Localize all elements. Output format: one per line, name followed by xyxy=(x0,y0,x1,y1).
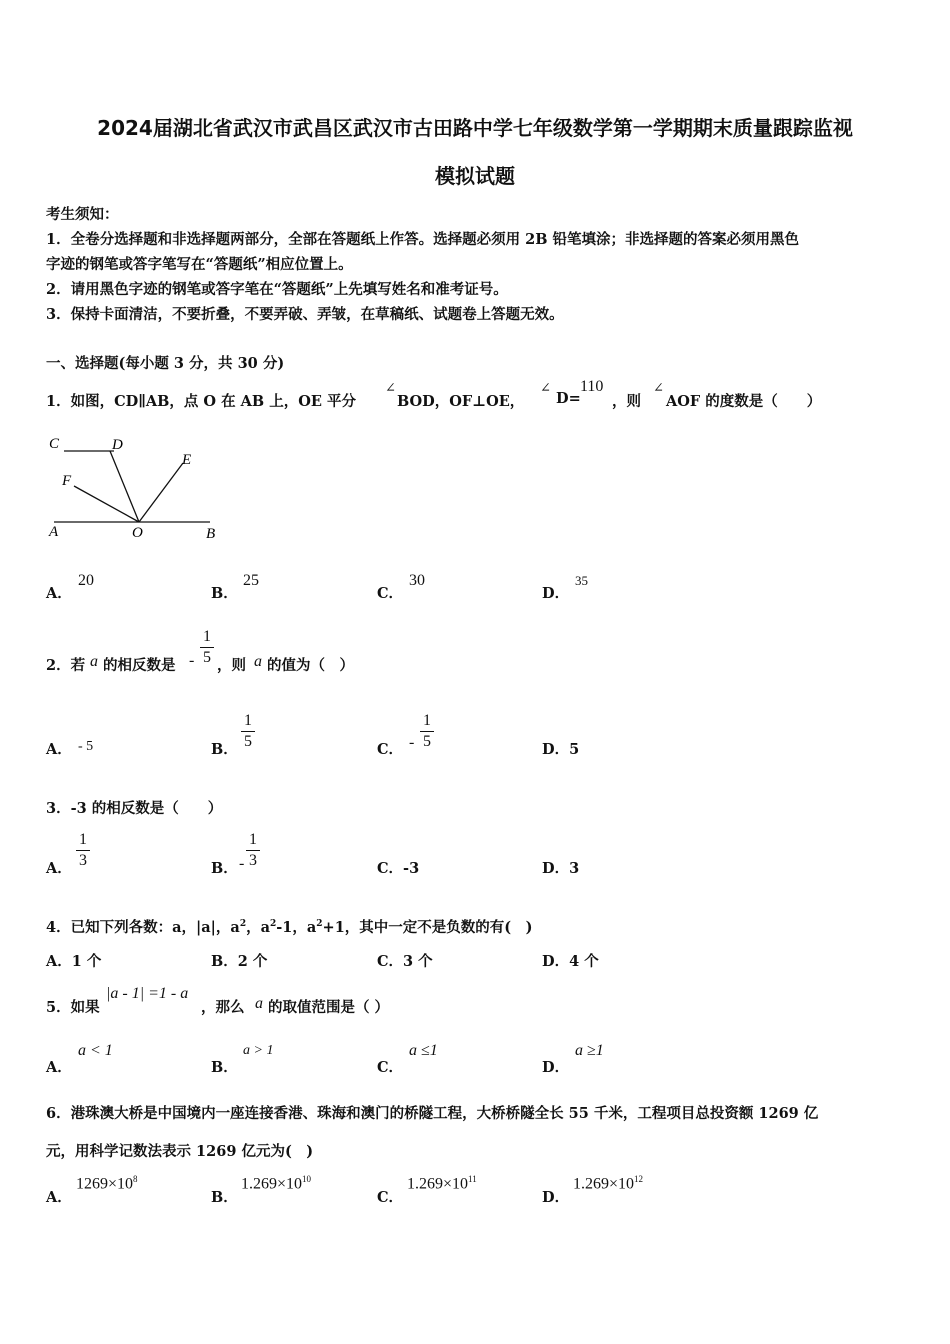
line-od xyxy=(110,451,139,522)
line-of xyxy=(74,486,139,522)
doc-title-line1: 2024届湖北省武汉市武昌区武汉市古田路中学七年级数学第一学期期末质量跟踪监视 xyxy=(97,116,853,140)
q2-text-b: 的相反数是 xyxy=(103,657,176,674)
q6-option-c-label[interactable]: C． xyxy=(377,1189,404,1206)
numerator: 1 xyxy=(423,712,431,729)
option-label: D． xyxy=(542,860,570,877)
q1-option-b-label[interactable]: B． xyxy=(211,585,238,602)
denominator: 5 xyxy=(244,733,252,750)
q1-option-d[interactable]: 35 xyxy=(575,573,588,588)
q3-option-b-neg[interactable]: - xyxy=(239,855,245,872)
q2-var-a: a xyxy=(90,653,98,670)
option-value: -3 xyxy=(403,860,420,877)
label-b: B xyxy=(206,526,216,542)
q5-option-d[interactable]: a ≥1 xyxy=(575,1042,604,1059)
angle-symbol: ∠ xyxy=(653,380,664,395)
q1-text-d: ，则 xyxy=(612,393,641,410)
notice-item-3: 3．保持卡面清洁，不要折叠，不要弄破、弄皱，在草稿纸、试题卷上答题无效。 xyxy=(46,306,564,323)
q3-option-d[interactable] xyxy=(542,857,579,878)
notice-item-2: 2．请用黑色字迹的钢笔或答字笔在“答题纸”上先填写姓名和准考证号。 xyxy=(46,281,508,298)
exponent: 11 xyxy=(468,1174,477,1184)
q1-angle-value: 110 xyxy=(580,378,604,395)
numerator: 1 xyxy=(249,831,257,848)
q2-text-c: ，则 xyxy=(217,657,246,674)
q3-option-b[interactable] xyxy=(246,831,260,870)
fraction-bar xyxy=(241,731,255,732)
q4-text-c: -1，a xyxy=(276,919,317,936)
q2-fraction xyxy=(200,628,214,667)
q3-option-b-label[interactable]: B． xyxy=(211,860,238,877)
q5-option-b[interactable]: a > 1 xyxy=(243,1043,274,1058)
q5-expression: |a - 1| =1 - a xyxy=(106,985,189,1002)
q4-text-b: ，a xyxy=(246,919,270,936)
q2-text-d: 的值为（ ） xyxy=(267,657,354,674)
q5-option-d-label[interactable]: D． xyxy=(542,1059,570,1076)
notice-item-1: 1．全卷分选择题和非选择题两部分，全部在答题纸上作答。选择题必须用 2B 铅笔填涂；非选择题的答案必须用黑色 xyxy=(46,231,800,248)
mantissa: 1.269×10 xyxy=(573,1175,635,1193)
numerator: 1 xyxy=(244,712,252,729)
q4-option-b[interactable]: B．2 个 xyxy=(211,953,268,970)
option-label: D． xyxy=(542,741,570,758)
label-a: A xyxy=(49,524,59,540)
q1-option-d-label[interactable]: D． xyxy=(542,585,570,602)
denominator: 3 xyxy=(79,852,87,869)
q6-option-b[interactable] xyxy=(241,1174,311,1193)
q3-text: 3．-3 的相反数是（ ） xyxy=(46,800,223,817)
q6-option-d-label[interactable]: D． xyxy=(542,1189,570,1206)
q2-denominator: 5 xyxy=(203,649,211,666)
q4-option-d[interactable]: D．4 个 xyxy=(542,953,599,970)
q2-option-c[interactable] xyxy=(420,712,434,751)
doc-title-line2: 模拟试题 xyxy=(435,164,515,188)
numerator: 1 xyxy=(79,831,87,848)
q1-text-a: 1．如图，CD∥AB，点 O 在 AB 上，OE 平分 xyxy=(46,393,356,410)
mantissa: 1.269×10 xyxy=(241,1175,303,1193)
q2-option-b[interactable] xyxy=(241,712,255,751)
q2-text-a: 2．若 xyxy=(46,657,86,674)
q2-option-c-label[interactable]: C． xyxy=(377,741,404,758)
q5-var-a: a xyxy=(255,995,263,1012)
q5-text-b: ，那么 xyxy=(201,999,245,1016)
superscript: 2 xyxy=(270,919,277,930)
q5-option-c-label[interactable]: C． xyxy=(377,1059,404,1076)
label-c: C xyxy=(49,436,60,452)
q4-text-a: 4．已知下列各数：a，|a|，a xyxy=(46,919,240,936)
q2-numerator: 1 xyxy=(203,628,211,645)
angle-symbol: ∠ xyxy=(385,380,396,395)
q2-option-d[interactable] xyxy=(542,738,579,759)
q5-option-a-label[interactable]: A． xyxy=(46,1059,72,1076)
denominator: 5 xyxy=(423,733,431,750)
q2-var-a2: a xyxy=(254,653,262,670)
q2-option-c-neg[interactable]: - xyxy=(409,734,415,751)
mantissa: 1269×10 xyxy=(76,1175,134,1193)
q4-text xyxy=(46,916,533,937)
q5-text-a: 5．如果 xyxy=(46,999,100,1016)
q1-option-c[interactable]: 30 xyxy=(409,572,425,589)
q6-option-b-label[interactable]: B． xyxy=(211,1189,238,1206)
option-value: 3 xyxy=(569,860,580,877)
q5-option-b-label[interactable]: B． xyxy=(211,1059,238,1076)
q1-text-e: AOF 的度数是（ ） xyxy=(666,393,822,410)
q2-option-a[interactable]: - 5 xyxy=(78,739,94,754)
q6-text-line1: 6．港珠澳大桥是中国境内一座连接香港、珠海和澳门的桥隧工程，大桥桥隧全长 55 千米，工程项目总投资额 1269 亿 xyxy=(46,1105,819,1122)
q1-option-c-label[interactable]: C． xyxy=(377,585,404,602)
exponent: 12 xyxy=(634,1174,644,1184)
denominator: 3 xyxy=(249,852,257,869)
q1-option-a[interactable]: 20 xyxy=(78,572,94,589)
label-f: F xyxy=(62,473,72,489)
q6-option-c[interactable] xyxy=(407,1174,477,1193)
exponent: 10 xyxy=(302,1174,312,1184)
mantissa: 1.269×10 xyxy=(407,1175,469,1193)
fraction-bar xyxy=(420,731,434,732)
option-label: C． xyxy=(377,860,404,877)
q1-geometry-figure xyxy=(40,430,240,550)
q5-option-a[interactable]: a < 1 xyxy=(78,1042,113,1059)
angle-symbol: ∠ xyxy=(540,380,551,395)
label-e: E xyxy=(182,452,192,468)
section-heading: 一、选择题(每小题 3 分，共 30 分) xyxy=(46,355,285,372)
q2-option-b-label[interactable]: B． xyxy=(211,741,238,758)
q1-text-b: BOD，OF⊥OE， xyxy=(397,393,525,410)
q3-option-c[interactable] xyxy=(377,857,419,878)
q3-option-a[interactable] xyxy=(76,831,90,870)
notice-heading: 考生须知： xyxy=(46,206,119,223)
fraction-bar xyxy=(76,850,90,851)
q6-text-line2: 元，用科学记数法表示 1269 亿元为( ) xyxy=(46,1143,314,1160)
notice-item-1-cont: 字迹的钢笔或答字笔写在“答题纸”相应位置上。 xyxy=(46,256,353,273)
q1-text-c: D= xyxy=(556,390,581,407)
label-d: D xyxy=(112,437,123,453)
q6-option-a-label[interactable]: A． xyxy=(46,1189,72,1206)
q6-option-a[interactable] xyxy=(76,1174,138,1193)
q3-option-a-label[interactable]: A． xyxy=(46,860,72,877)
fraction-bar xyxy=(200,647,214,648)
q6-option-d[interactable] xyxy=(573,1174,643,1193)
q4-option-a[interactable]: A．1 个 xyxy=(46,953,102,970)
exponent: 8 xyxy=(133,1174,138,1184)
q2-option-a-label[interactable]: A． xyxy=(46,741,72,758)
superscript: 2 xyxy=(239,919,247,930)
fraction-bar xyxy=(246,850,260,851)
q4-option-c[interactable]: C．3 个 xyxy=(377,953,433,970)
q1-option-b[interactable]: 25 xyxy=(243,572,259,589)
q1-option-a-label[interactable]: A． xyxy=(46,585,72,602)
q5-text-c: 的取值范围是（ ） xyxy=(268,999,390,1016)
line-oe xyxy=(139,463,183,522)
q4-text-d: +1，其中一定不是负数的有( ) xyxy=(322,919,533,936)
option-value: 5 xyxy=(569,741,580,758)
q5-option-c[interactable]: a ≤1 xyxy=(409,1042,438,1059)
superscript: 2 xyxy=(316,919,323,930)
label-o: O xyxy=(132,525,143,541)
q2-neg-sign: - xyxy=(189,652,195,669)
